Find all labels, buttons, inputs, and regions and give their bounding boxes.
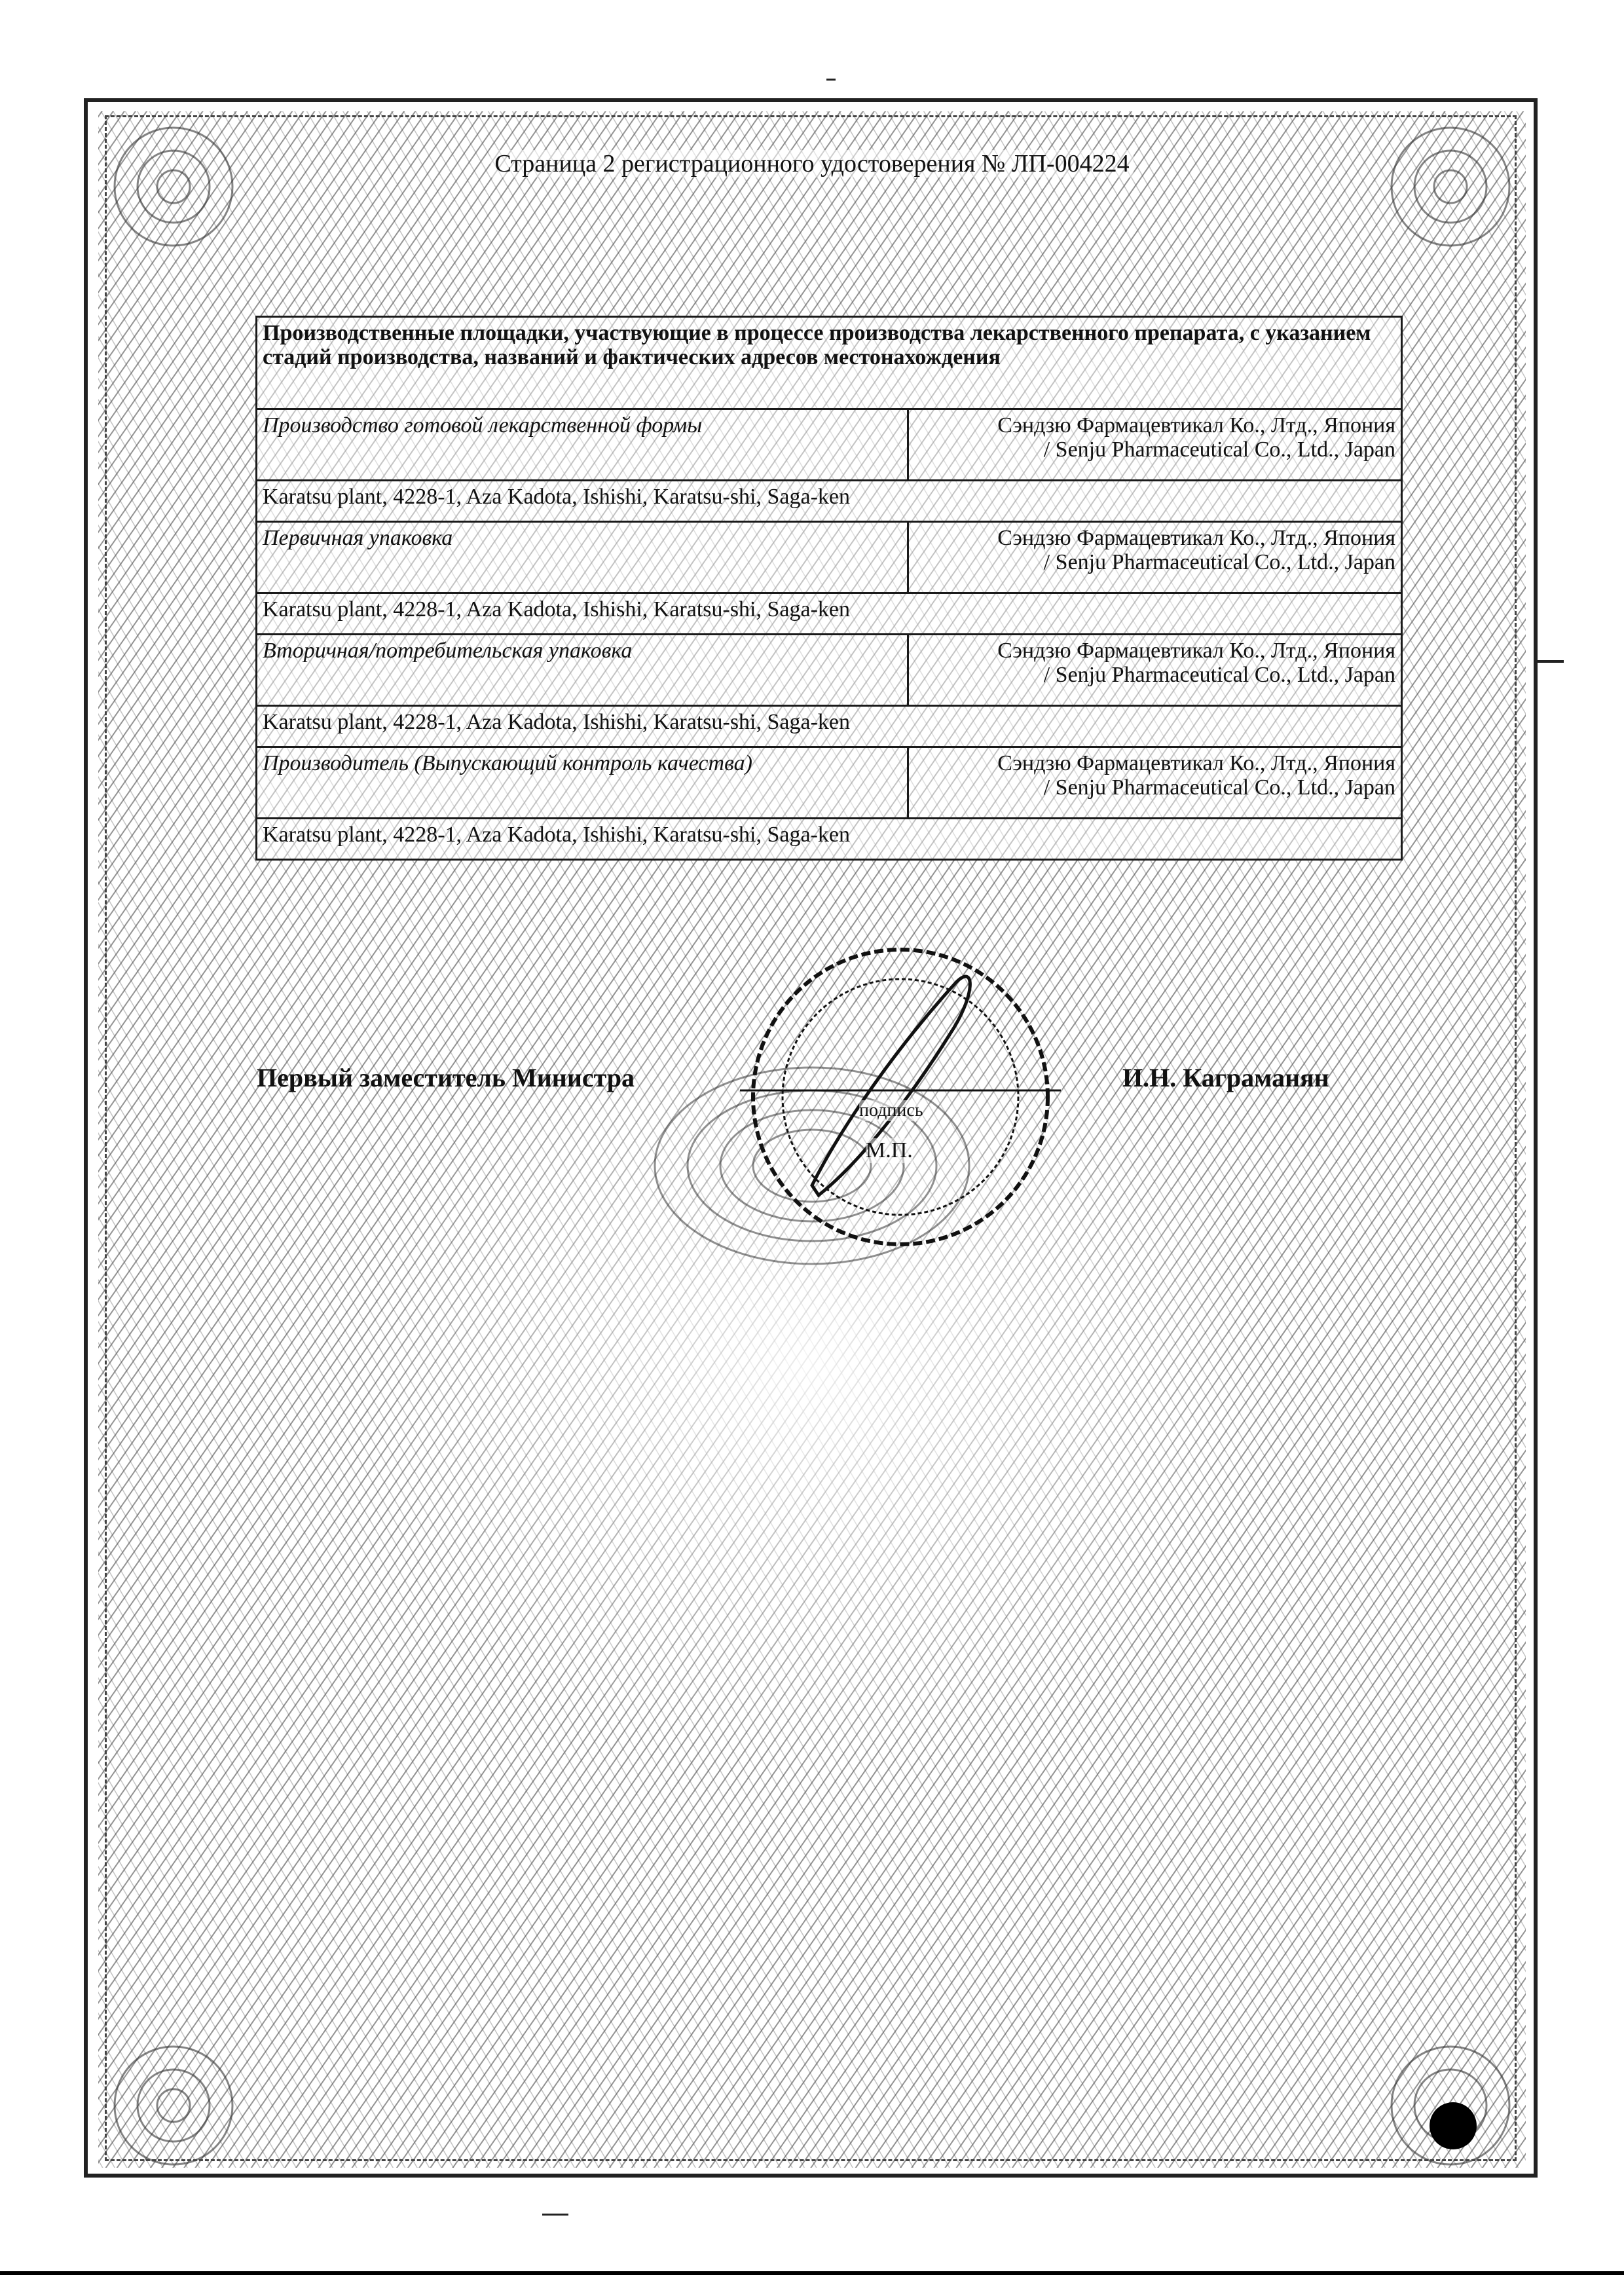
signatory-position: Первый заместитель Министра (257, 1063, 635, 1092)
margin-tick (542, 2214, 568, 2216)
page-title: Страница 2 регистрационного удостоверения № ЛП-004224 (490, 150, 1133, 177)
manufacturing-sites-table (255, 316, 1403, 861)
manufacturer-ru: Сэндзю Фармацевтикал Ко., Лтд., Япония (997, 413, 1395, 437)
stage-cell: Производитель (Выпускающий контроль качества) (257, 747, 908, 819)
manufacturer-en: / Senju Pharmaceutical Co., Ltd., Japan (1043, 437, 1395, 462)
table-row (257, 481, 1402, 522)
scan-edge (0, 2271, 1624, 2275)
stage-cell: Вторичная/потребительская упаковка (257, 635, 908, 706)
manufacturer-en: / Senju Pharmaceutical Co., Ltd., Japan (1043, 662, 1395, 687)
stage-cell: Первичная упаковка (257, 522, 908, 593)
table-row (257, 819, 1402, 860)
page-header (0, 149, 1624, 178)
manufacturer-cell (908, 522, 1402, 593)
manufacturer-cell (908, 409, 1402, 481)
address-cell: Karatsu plant, 4228-1, Aza Kadota, Ishishi, Karatsu-shi, Saga-ken (257, 593, 1402, 635)
margin-tick (1538, 660, 1564, 663)
manufacturer-ru: Сэндзю Фармацевтикал Ко., Лтд., Япония (997, 526, 1395, 550)
table-row (257, 593, 1402, 635)
table-header-row (257, 317, 1402, 409)
table-row (257, 409, 1402, 481)
table-row (257, 522, 1402, 593)
signatory-name: И.Н. Каграманян (1122, 1063, 1329, 1092)
manufacturer-ru: Сэндзю Фармацевтикал Ко., Лтд., Япония (997, 751, 1395, 775)
table-row (257, 706, 1402, 747)
punch-hole (1430, 2102, 1477, 2149)
manufacturer-cell (908, 635, 1402, 706)
margin-tick (826, 79, 836, 81)
address-cell: Karatsu plant, 4228-1, Aza Kadota, Ishishi, Karatsu-shi, Saga-ken (257, 706, 1402, 747)
manufacturer-cell (908, 747, 1402, 819)
signature-caption: подпись (859, 1100, 923, 1121)
table-row (257, 747, 1402, 819)
manufacturer-en: / Senju Pharmaceutical Co., Ltd., Japan (1043, 775, 1395, 800)
seal-caption: М.П. (866, 1138, 913, 1162)
stage-cell: Производство готовой лекарственной формы (257, 409, 908, 481)
table-heading: Производственные площадки, участвующие в процессе производства лекарственного препарата, с указанием стадий производства, названий и фактических адресов местонахождения (257, 317, 1402, 409)
table-row (257, 635, 1402, 706)
address-cell: Karatsu plant, 4228-1, Aza Kadota, Ishishi, Karatsu-shi, Saga-ken (257, 819, 1402, 860)
address-cell: Karatsu plant, 4228-1, Aza Kadota, Ishishi, Karatsu-shi, Saga-ken (257, 481, 1402, 522)
manufacturer-ru: Сэндзю Фармацевтикал Ко., Лтд., Япония (997, 639, 1395, 663)
manufacturer-en: / Senju Pharmaceutical Co., Ltd., Japan (1043, 549, 1395, 574)
official-stamp (740, 937, 1061, 1257)
